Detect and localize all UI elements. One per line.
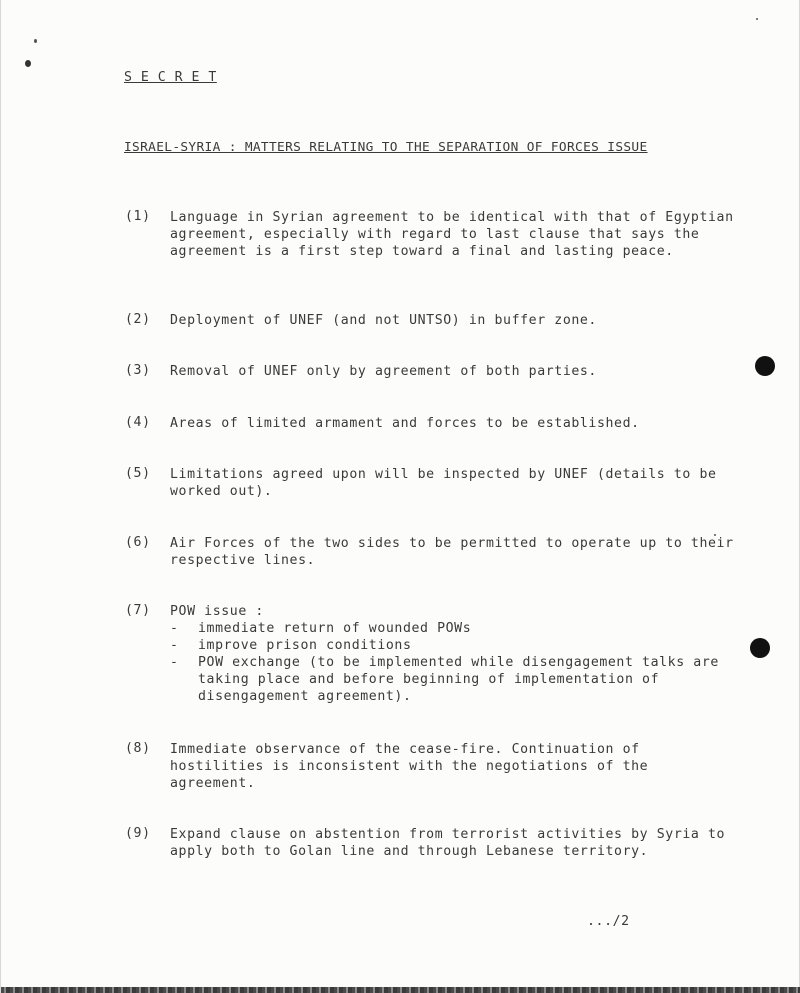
scan-speck (34, 39, 37, 43)
bullet-dash: - (170, 638, 179, 653)
bullet-dash: - (170, 655, 179, 670)
document-title: ISRAEL-SYRIA : MATTERS RELATING TO THE SEPARATION OF FORCES ISSUE (124, 140, 648, 155)
item-number: (9) (125, 826, 151, 841)
item-number: (8) (125, 741, 151, 756)
continuation-page-ref: .../2 (587, 914, 630, 929)
item-number: (1) (125, 209, 151, 224)
item-text: Removal of UNEF only by agreement of both parties. (170, 364, 597, 379)
sub-list-item (170, 620, 740, 637)
scan-speck (756, 18, 758, 20)
item-text: Air Forces of the two sides to be permitted to operate up to their respective lines. (170, 536, 734, 568)
item-text-block (170, 603, 740, 705)
scan-bottom-edge (1, 987, 800, 993)
item-text: POW issue : (170, 604, 264, 619)
sub-list-item (170, 654, 740, 705)
punch-hole (755, 356, 775, 376)
item-text: Language in Syrian agreement to be identical with that of Egyptian agreement, especially with regard to last clause that says the agreement is a first step toward a final and lasting peace. (170, 210, 734, 259)
sub-list (170, 620, 740, 705)
item-text: Immediate observance of the cease-fire. Continuation of hostilities is inconsistent with the negotiations of the agreement. (170, 742, 649, 791)
item-text: Expand clause on abstention from terrorist activities by Syria to apply both to Golan line and through Lebanese territory. (170, 827, 726, 859)
item-number: (4) (125, 415, 151, 430)
sub-list-text: POW exchange (to be implemented while disengagement talks are taking place and before beginning of implementation of disengagement agreement). (198, 655, 719, 704)
item-number: (6) (125, 535, 151, 550)
punch-hole (750, 638, 770, 658)
item-text: Areas of limited armament and forces to be established. (170, 416, 640, 431)
sub-list-text: improve prison conditions (198, 638, 412, 653)
item-number: (3) (125, 363, 151, 378)
item-number: (7) (125, 603, 151, 618)
bullet-dash: - (170, 621, 179, 636)
sub-list-item (170, 637, 740, 654)
scan-speck (25, 60, 31, 67)
item-number: (5) (125, 466, 151, 481)
classification-marking: S E C R E T (124, 70, 217, 85)
sub-list-text: immediate return of wounded POWs (198, 621, 472, 636)
item-text: Deployment of UNEF (and not UNTSO) in buffer zone. (170, 313, 597, 328)
item-text: Limitations agreed upon will be inspected by UNEF (details to be worked out). (170, 467, 717, 499)
item-number: (2) (125, 312, 151, 327)
